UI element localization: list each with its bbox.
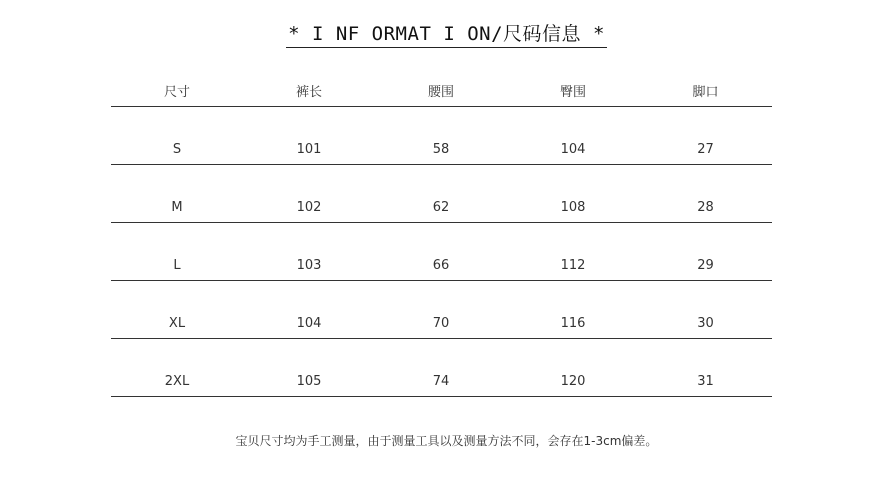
header-cell-hem: 脚口 bbox=[692, 85, 719, 100]
table-cell: 29 bbox=[697, 258, 714, 273]
table-cell: L bbox=[173, 258, 181, 273]
table-cell: S bbox=[172, 142, 182, 157]
table-row bbox=[111, 223, 772, 281]
page-title bbox=[0, 22, 893, 48]
size-table bbox=[111, 80, 772, 397]
measurement-note: 宝贝尺寸均为手工测量，由于测量工具以及测量方法不同，会存在1-3cm偏差。 bbox=[235, 434, 658, 448]
table-row bbox=[111, 281, 772, 339]
table-cell: 116 bbox=[560, 316, 586, 331]
table-cell: 70 bbox=[432, 316, 450, 331]
table-cell: 103 bbox=[296, 258, 322, 273]
table-cell: 66 bbox=[432, 258, 450, 273]
table-cell: 104 bbox=[296, 316, 322, 331]
table-cell: M bbox=[171, 200, 183, 215]
table-cell: 120 bbox=[560, 374, 586, 389]
table-cell: 31 bbox=[697, 374, 714, 389]
table-cell: 58 bbox=[432, 142, 450, 157]
table-row bbox=[111, 339, 772, 397]
table-cell: 104 bbox=[560, 142, 586, 157]
header-cell-hip: 臀围 bbox=[559, 85, 586, 100]
title-text: * I NF ORMAT I ON/尺码信息 * bbox=[286, 22, 607, 48]
table-cell: XL bbox=[168, 316, 186, 331]
table-header-row bbox=[111, 80, 772, 107]
table-cell: 27 bbox=[697, 142, 714, 157]
table-cell: 101 bbox=[296, 142, 322, 157]
table-cell: 30 bbox=[697, 316, 714, 331]
table-cell: 62 bbox=[432, 200, 450, 215]
table-cell: 74 bbox=[432, 374, 450, 389]
header-cell-waist: 腰围 bbox=[427, 85, 454, 100]
table-cell: 2XL bbox=[164, 374, 190, 389]
table-cell: 28 bbox=[697, 200, 714, 215]
table-cell: 108 bbox=[560, 200, 586, 215]
header-cell-length: 裤长 bbox=[295, 85, 322, 100]
table-cell: 102 bbox=[296, 200, 322, 215]
table-cell: 112 bbox=[560, 258, 586, 273]
header-cell-size: 尺寸 bbox=[163, 85, 190, 100]
table-row bbox=[111, 107, 772, 165]
table-cell: 105 bbox=[296, 374, 322, 389]
table-row bbox=[111, 165, 772, 223]
